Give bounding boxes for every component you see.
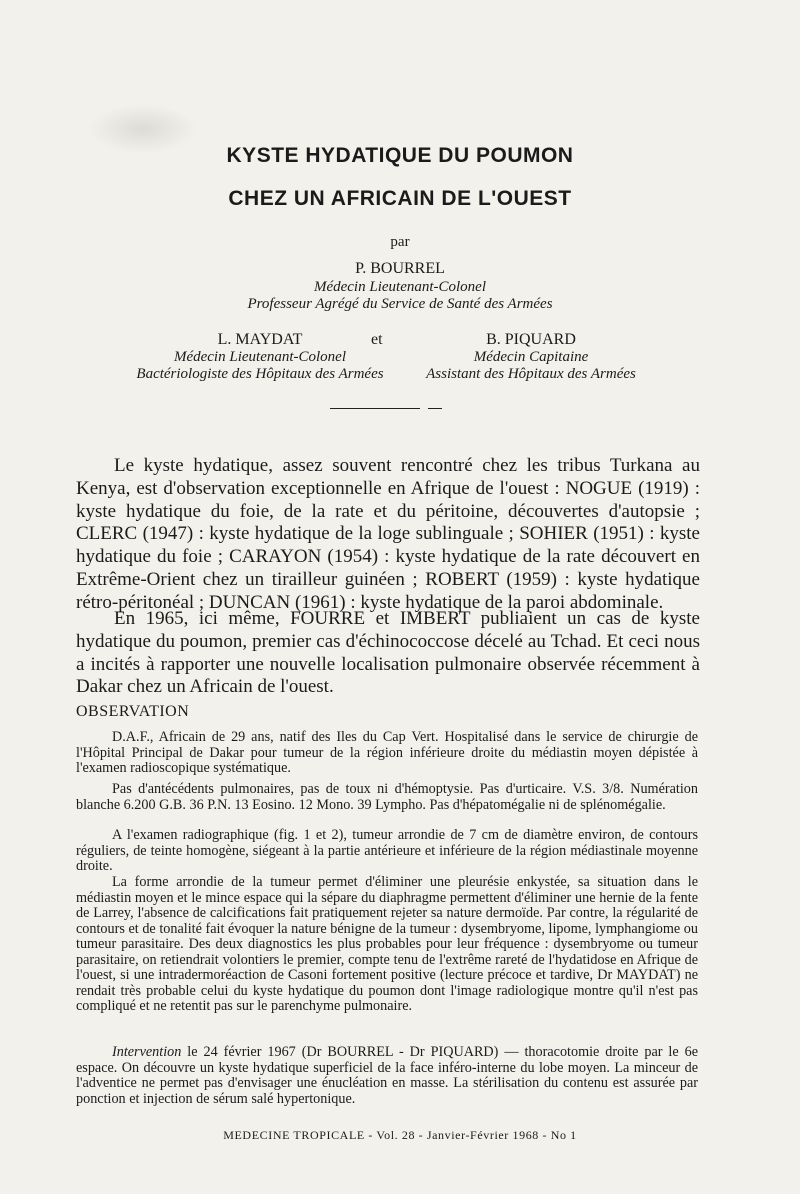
observation-paragraph-5 bbox=[76, 1045, 698, 1107]
author-1-name: P. BOURREL bbox=[355, 260, 445, 277]
intervention-text: le 24 février 1967 (Dr BOURREL - Dr PIQUARD) — thoracotomie droite par le 6e espace. On découvre un kyste hydatique superficiel de la face inféro-interne du lobe moyen. La minceur de l'adventice ne permet pas d'envisager une énucléation en masse. La stérilisation du contenu est assurée par ponction et injection de sérum salé hypertonique. bbox=[76, 1044, 698, 1107]
intro-paragraph-2: En 1965, ici même, FOURRE et IMBERT publiaient un cas de kyste hydatique du poumon, premier cas d'échinococcose décelé au Tchad. Et ceci nous a incités à rapporter une nouvelle localisation pulmonaire observée récemment à Dakar chez un Africain de l'ouest. bbox=[76, 608, 700, 698]
author-2-name: L. MAYDAT bbox=[217, 331, 303, 348]
section-heading-observation: OBSERVATION bbox=[76, 703, 190, 720]
observation-paragraph-1: D.A.F., Africain de 29 ans, natif des Iles du Cap Vert. Hospitalisé dans le service de chirurgie de l'Hôpital Principal de Dakar pour tumeur de la région inférieure droite du médiastin moyen dépistée à l'examen radioscopique systématique. bbox=[76, 729, 698, 776]
author-1-affiliation: Professeur Agrégé du Service de Santé des Armées bbox=[247, 296, 553, 312]
observation-paragraph-2: Pas d'antécédents pulmonaires, pas de toux ni d'hémoptysie. Pas d'urticaire. V.S. 3/8. Numération blanche 6.200 G.B. 36 P.N. 13 Eosino. 12 Mono. 39 Lympho. Pas d'hépatomégalie ni de splénomégalie. bbox=[76, 781, 698, 813]
article-title-line-1: KYSTE HYDATIQUE DU POUMON bbox=[226, 144, 574, 167]
author-3-affiliation: Assistant des Hôpitaux des Armées bbox=[426, 366, 636, 382]
author-2-affiliation: Bactériologiste des Hôpitaux des Armées bbox=[136, 366, 384, 382]
observation-paragraph-3: A l'examen radiographique (fig. 1 et 2), tumeur arrondie de 7 cm de diamètre environ, de contours réguliers, de teinte homogène, siégeant à la partie antérieure et inférieure de la région médiastinale moyenne droite. bbox=[76, 827, 698, 874]
author-3-name: B. PIQUARD bbox=[486, 331, 576, 348]
article-title-line-2: CHEZ UN AFRICAIN DE L'OUEST bbox=[228, 187, 572, 210]
author-2-block bbox=[130, 331, 390, 383]
author-3-block bbox=[396, 331, 666, 383]
journal-footer: MEDECINE TROPICALE - Vol. 28 - Janvier-Février 1968 - No 1 bbox=[223, 1128, 577, 1142]
byline-par: par bbox=[390, 234, 410, 250]
separator-rule bbox=[330, 408, 420, 409]
author-2-role: Médecin Lieutenant-Colonel bbox=[173, 349, 347, 365]
intro-paragraph-1: Le kyste hydatique, assez souvent rencontré chez les tribus Turkana au Kenya, est d'observation exceptionnelle en Afrique de l'ouest : NOGUE (1919) : kyste hydatique du foie, de la rate et du péritoine, découvertes d'autopsie ; CLERC (1947) : kyste hydatique de la loge sublinguale ; SOHIER (1951) : kyste hydatique du foie ; CARAYON (1954) : kyste hydatique de la rate découvert en Extrême-Orient chez un tirailleur guinéen ; ROBERT (1959) : kyste hydatique rétro-péritonéal ; DUNCAN (1961) : kyste hydatique de la paroi abdominale. bbox=[76, 455, 700, 613]
byline-conjunction: et bbox=[371, 331, 383, 348]
intervention-lead: Intervention bbox=[112, 1044, 182, 1060]
author-3-role: Médecin Capitaine bbox=[473, 349, 589, 365]
separator-rule-short bbox=[428, 408, 442, 409]
observation-paragraph-4: La forme arrondie de la tumeur permet d'éliminer une pleurésie enkystée, sa situation dans le médiastin moyen et le mince espace qui la sépare du diaphragme permettent d'éliminer une hernie de la fente de Larrey, l'absence de calcifications fait pratiquement rejeter sa nature dermoïde. Par contre, la régularité de contours et de tonalité fait évoquer la nature bénigne de la tumeur : dysembryome, lipome, lymphangiome ou tumeur parasitaire. Des deux diagnostics les plus probables pour leur fréquence : dysembryome ou tumeur parasitaire, on retiendrait volontiers le premier, compte tenu de l'extrême rareté de l'hydatidose en Afrique de l'ouest, si une intradermoréaction de Casoni fortement positive (lecture précoce et tardive, Dr MAYDAT) ne rendait très probable celui du kyste hydatique du poumon dont l'image radiologique montre qu'il n'est pas compliqué et ne retentit pas sur le parenchyme pulmonaire. bbox=[76, 874, 698, 1014]
author-1-role: Médecin Lieutenant-Colonel bbox=[313, 279, 487, 295]
